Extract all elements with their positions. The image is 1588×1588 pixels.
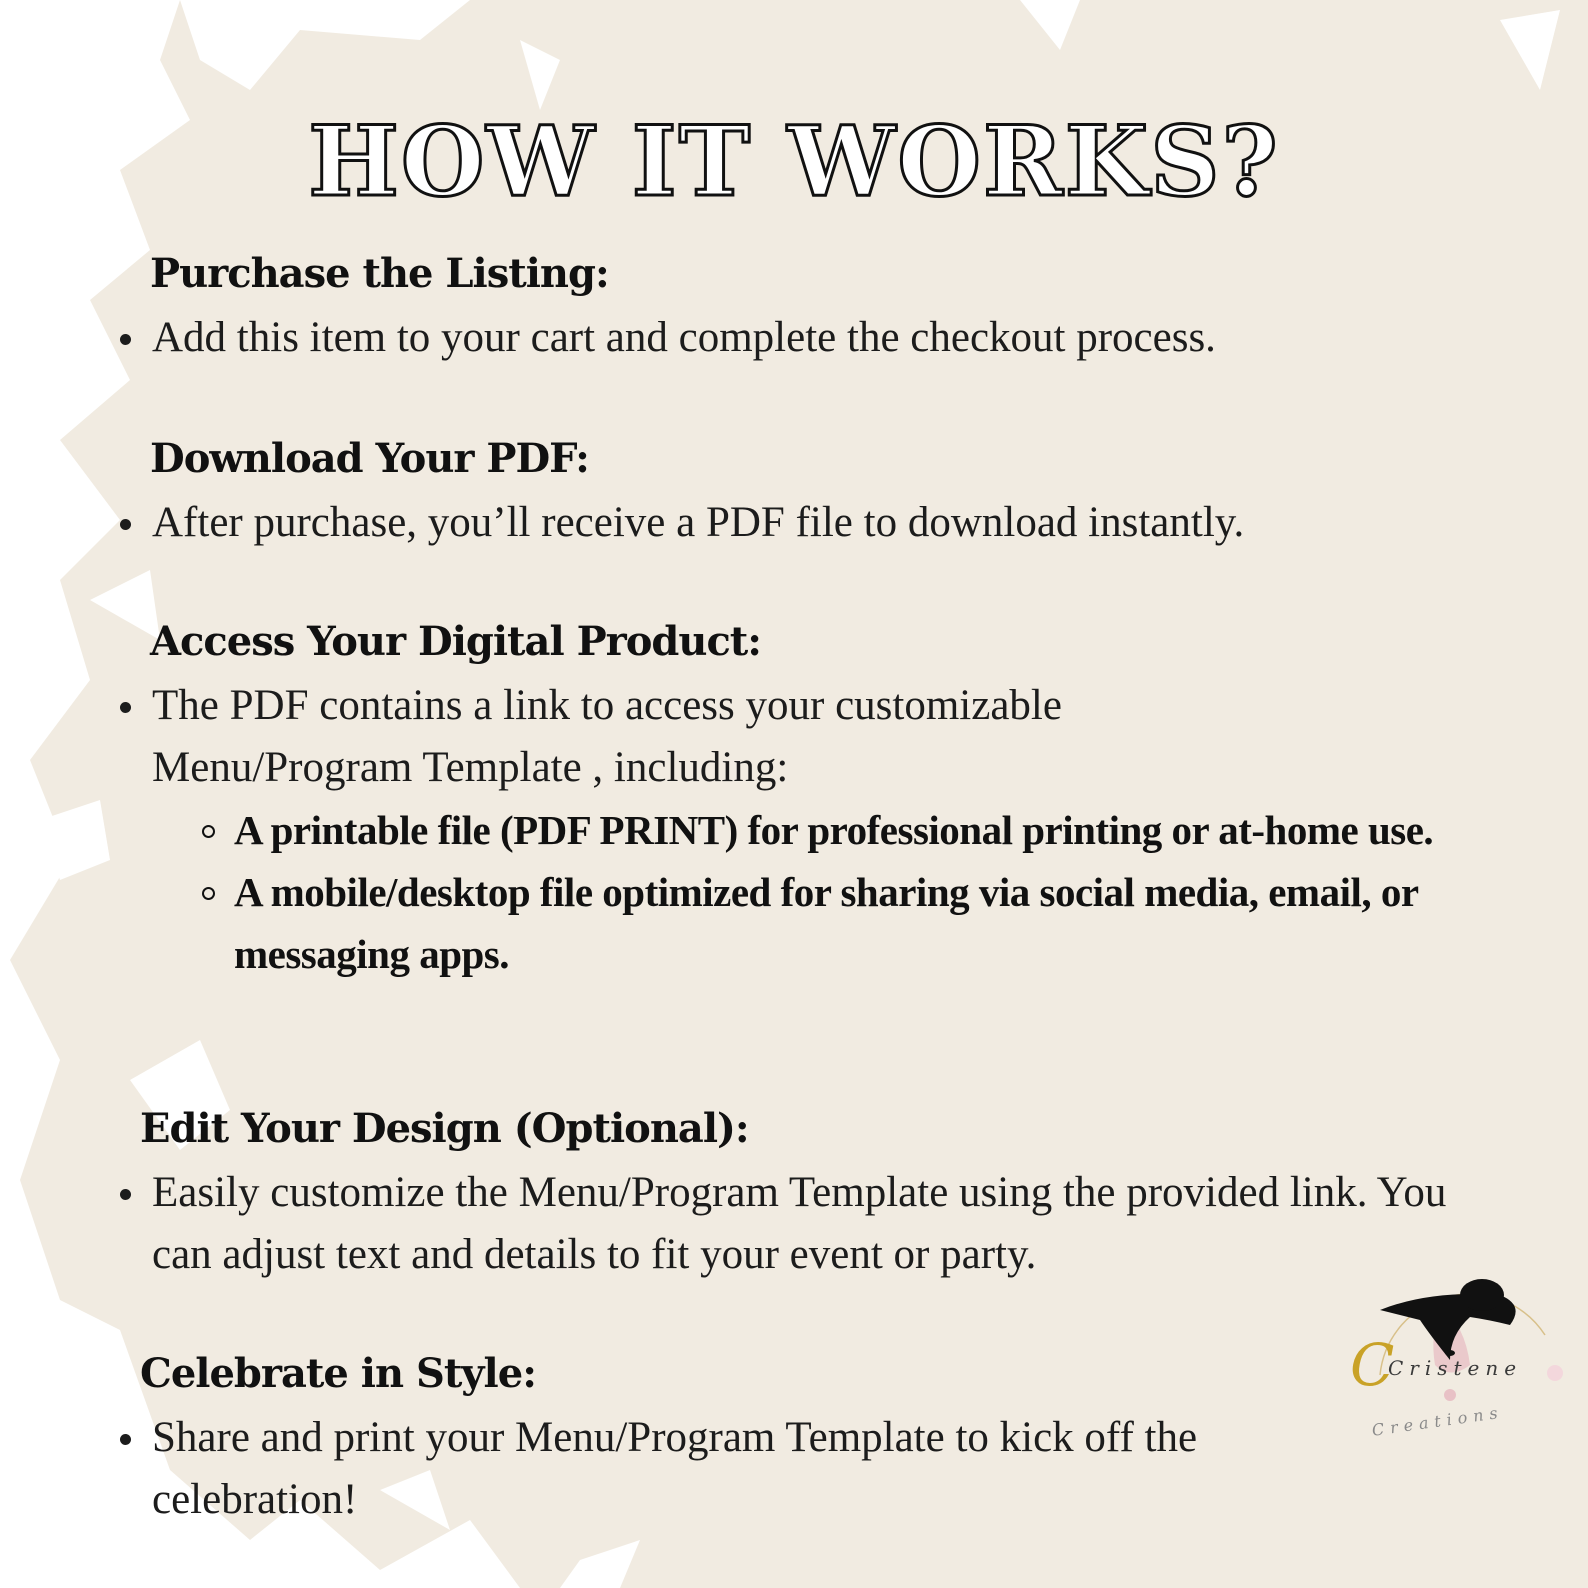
bullet-dot xyxy=(120,702,131,713)
bullet-list xyxy=(120,1162,1490,1286)
section-heading: Download Your PDF: xyxy=(150,435,589,482)
logo-subtitle: Creations xyxy=(1370,1402,1505,1440)
list-item xyxy=(120,492,1480,554)
logo-name: Cristene xyxy=(1388,1356,1523,1380)
hollow-bullet-dot xyxy=(202,825,215,838)
list-item xyxy=(120,307,1480,369)
section-download xyxy=(120,435,1480,554)
sub-bullet-text: A mobile/desktop file optimized for sharing via social media, email, or messaging apps. xyxy=(234,869,1418,977)
section-heading: Edit Your Design (Optional): xyxy=(140,1105,749,1152)
bullet-text: Share and print your Menu/Program Template to kick off the celebration! xyxy=(152,1414,1198,1523)
bullet-text: Add this item to your cart and complete the checkout process. xyxy=(152,314,1216,361)
sub-list-item xyxy=(202,861,1442,985)
section-celebrate xyxy=(120,1350,1360,1531)
section-heading: Purchase the Listing: xyxy=(150,250,609,297)
bullet-text: The PDF contains a link to access your customizable Menu/Program Template , including: xyxy=(152,682,1062,791)
logo-initial: C xyxy=(1350,1331,1395,1399)
list-item xyxy=(120,1407,1360,1531)
hollow-bullet-dot xyxy=(202,887,215,900)
list-item xyxy=(120,675,1250,799)
bullet-dot xyxy=(120,1434,131,1445)
bullet-text: After purchase, you’ll receive a PDF file to download instantly. xyxy=(152,499,1245,546)
section-edit xyxy=(120,1105,1490,1286)
section-purchase xyxy=(120,250,1480,369)
bullet-list xyxy=(120,1407,1360,1531)
sub-list-item xyxy=(202,799,1442,861)
brand-logo xyxy=(1350,1265,1580,1465)
section-heading: Access Your Digital Product: xyxy=(150,618,762,665)
bullet-list xyxy=(120,675,1250,799)
flower-icon xyxy=(1444,1389,1456,1401)
bullet-list xyxy=(120,307,1480,369)
bullet-dot xyxy=(120,1189,131,1200)
list-item xyxy=(120,1162,1490,1286)
bullet-text: Easily customize the Menu/Program Template using the provided link. You can adjust text and details to fit your event or party. xyxy=(152,1169,1447,1278)
page-title: HOW IT WORKS? xyxy=(308,105,1280,218)
bullet-dot xyxy=(120,519,131,530)
bullet-list xyxy=(120,492,1480,554)
section-heading: Celebrate in Style: xyxy=(140,1350,536,1397)
flower-icon xyxy=(1547,1365,1563,1381)
hat-crown-icon xyxy=(1460,1279,1504,1311)
bullet-dot xyxy=(120,334,131,345)
sub-bullet-text: A printable file (PDF PRINT) for professional printing or at-home use. xyxy=(234,807,1434,853)
section-access xyxy=(120,618,1442,985)
sub-bullet-list xyxy=(202,799,1442,985)
